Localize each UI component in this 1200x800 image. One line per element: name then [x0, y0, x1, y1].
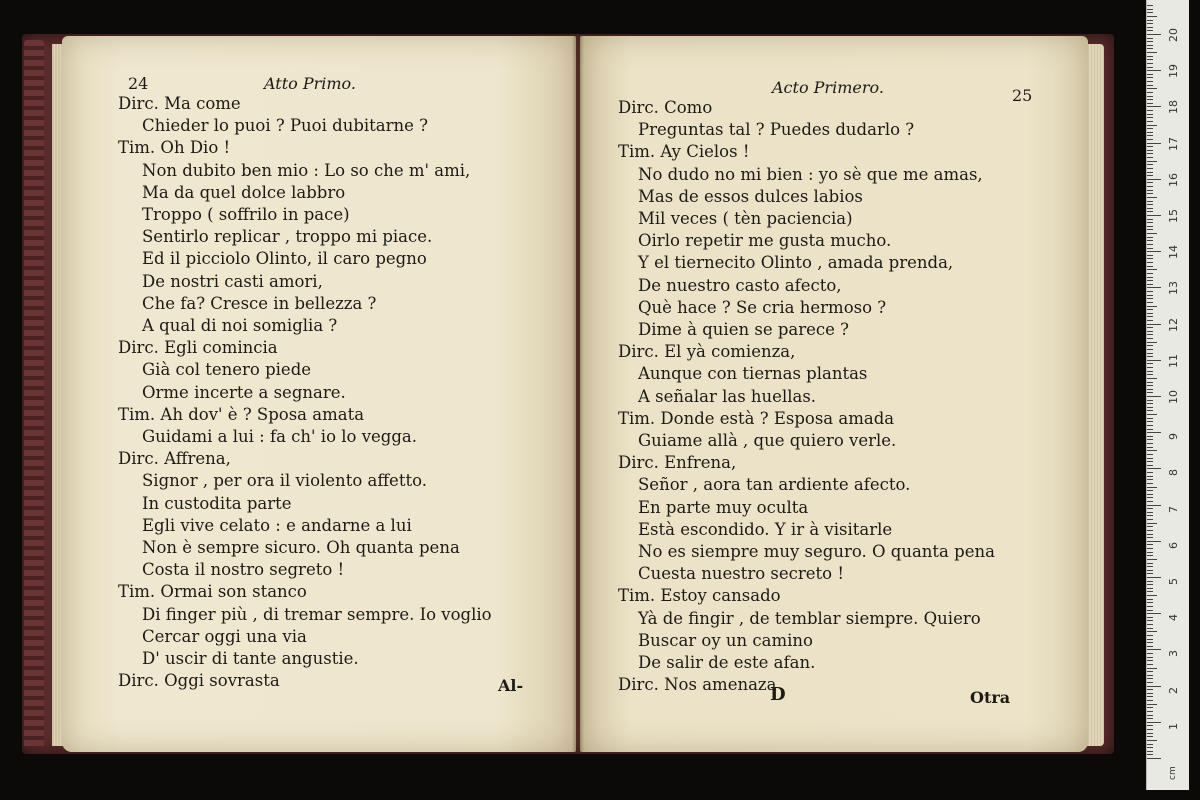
ruler-tick	[1147, 273, 1153, 274]
ruler-tick	[1147, 407, 1153, 408]
text-line: Signor , per ora il violento affetto.	[142, 471, 427, 491]
ruler-tick	[1147, 432, 1161, 433]
text-line: Mas de essos dulces labios	[638, 186, 863, 206]
ruler-number: 16	[1167, 172, 1180, 187]
ruler-tick	[1147, 555, 1153, 556]
ruler-tick	[1147, 537, 1153, 538]
measuring-ruler	[1146, 0, 1189, 790]
ruler-number: 15	[1167, 209, 1180, 223]
page-number: 25	[1012, 86, 1033, 105]
ruler-tick	[1147, 172, 1153, 173]
text-line: Està escondido. Y ir à visitarle	[638, 519, 893, 539]
text-line: Oirlo repetir me gusta mucho.	[638, 231, 892, 251]
ruler-number: 3	[1167, 650, 1180, 658]
ruler-tick	[1147, 106, 1161, 107]
ruler-tick	[1147, 628, 1153, 629]
running-head: Acto Primero.	[772, 78, 884, 97]
page-number: 24	[128, 74, 149, 93]
ruler-tick	[1147, 454, 1153, 455]
text-line: Dime à quien se parece ?	[638, 320, 849, 339]
text-line: De nuestro casto afecto,	[638, 275, 842, 295]
ruler-tick	[1147, 150, 1153, 151]
ruler-tick	[1147, 132, 1153, 133]
ruler-tick	[1147, 382, 1153, 383]
ruler-tick	[1147, 729, 1153, 730]
text-line: Ed il picciolo Olinto, il caro pegno	[142, 249, 427, 269]
ruler-tick	[1147, 570, 1153, 571]
text-line: Dirc. Affrena,	[118, 449, 231, 469]
book-gutter	[572, 36, 584, 752]
ruler-tick	[1147, 229, 1153, 230]
ruler-tick	[1147, 392, 1153, 393]
catchword: Otra	[970, 688, 1011, 707]
text-line: Non dubito ben mio : Lo so che m' ami,	[142, 160, 471, 180]
ruler-tick	[1147, 483, 1153, 484]
ruler-tick	[1147, 30, 1153, 31]
text-line: Guiame allà , que quiero verle.	[638, 431, 897, 450]
ruler-tick	[1147, 331, 1153, 332]
ruler-tick	[1147, 436, 1153, 437]
ruler-tick	[1147, 668, 1157, 669]
ruler-tick	[1147, 157, 1153, 158]
ruler-tick	[1147, 164, 1153, 165]
ruler-tick	[1147, 27, 1153, 28]
ruler-tick	[1147, 110, 1153, 111]
ruler-number: 19	[1167, 64, 1180, 79]
ruler-tick	[1147, 443, 1153, 444]
ruler-tick	[1147, 725, 1153, 726]
signature-mark: D	[770, 684, 786, 705]
ruler-tick	[1147, 316, 1153, 317]
ruler-tick	[1147, 280, 1153, 281]
text-line: No es siempre muy seguro. O quanta pena	[638, 542, 995, 561]
text-line: Señor , aora tan ardiente afecto.	[638, 475, 911, 495]
ruler-tick	[1147, 588, 1153, 589]
ruler-tick	[1147, 342, 1157, 343]
ruler-tick	[1147, 208, 1153, 209]
ruler-tick	[1147, 548, 1153, 549]
ruler-tick	[1147, 240, 1153, 241]
ruler-tick	[1147, 99, 1153, 100]
ruler-tick	[1147, 360, 1161, 361]
text-line: Tim. Ormai son stanco	[118, 582, 307, 602]
ruler-tick	[1147, 733, 1153, 734]
ruler-tick	[1147, 429, 1153, 430]
ruler-tick	[1147, 505, 1161, 506]
ruler-tick	[1147, 313, 1153, 314]
ruler-tick	[1147, 617, 1153, 618]
ruler-tick	[1147, 92, 1153, 93]
ruler-tick	[1147, 67, 1153, 68]
ruler-tick	[1147, 96, 1153, 97]
text-line: Dirc. El yà comienza,	[618, 342, 796, 362]
ruler-tick	[1147, 515, 1153, 516]
ruler-tick	[1147, 519, 1153, 520]
ruler-tick	[1147, 204, 1153, 205]
text-line: Cercar oggi una via	[142, 626, 307, 646]
ruler-tick	[1147, 244, 1153, 245]
ruler-tick	[1147, 16, 1157, 17]
ruler-tick	[1147, 421, 1153, 422]
ruler-tick	[1147, 153, 1153, 154]
right-page-text	[580, 36, 1088, 752]
ruler-tick	[1147, 291, 1153, 292]
ruler-tick	[1147, 403, 1153, 404]
ruler-tick	[1147, 664, 1153, 665]
ruler-number: 9	[1167, 433, 1180, 441]
ruler-tick	[1147, 215, 1161, 216]
text-line: Y el tiernecito Olinto , amada prenda,	[638, 253, 954, 273]
ruler-tick	[1147, 682, 1153, 683]
ruler-tick	[1147, 508, 1153, 509]
text-line: A señalar las huellas.	[638, 386, 817, 406]
text-line: De nostri casti amori,	[142, 271, 323, 291]
text-line: Aunque con tiernas plantas	[638, 364, 868, 384]
ruler-number: 8	[1167, 469, 1180, 477]
text-line: A qual di noi somiglia ?	[142, 316, 338, 335]
ruler-tick	[1147, 12, 1153, 13]
ruler-tick	[1147, 146, 1153, 147]
ruler-number: 20	[1167, 28, 1180, 42]
ruler-tick	[1147, 48, 1153, 49]
ruler-tick	[1147, 736, 1153, 737]
ruler-tick	[1147, 309, 1153, 310]
ruler-tick	[1147, 512, 1153, 513]
ruler-tick	[1147, 501, 1153, 502]
ruler-tick	[1147, 563, 1153, 564]
text-line: Guidami a lui : fa ch' io lo vegga.	[142, 427, 418, 446]
ruler-tick	[1147, 740, 1157, 741]
ruler-tick	[1147, 135, 1153, 136]
ruler-tick	[1147, 468, 1161, 469]
text-line: Troppo ( soffrilo in pace)	[142, 205, 350, 224]
ruler-tick	[1147, 389, 1153, 390]
ruler-tick	[1147, 689, 1153, 690]
ruler-tick	[1147, 222, 1153, 223]
ruler-tick	[1147, 693, 1153, 694]
ruler-tick	[1147, 541, 1161, 542]
ruler-tick	[1147, 219, 1153, 220]
ruler-tick	[1147, 378, 1157, 379]
ruler-tick	[1147, 490, 1153, 491]
ruler-tick	[1147, 696, 1153, 697]
ruler-tick	[1147, 472, 1153, 473]
text-line: De salir de este afan.	[638, 653, 816, 672]
text-line: Yà de fingir , de temblar siempre. Quiero	[638, 608, 981, 628]
ruler-number: 14	[1167, 245, 1180, 260]
ruler-number: 4	[1167, 614, 1180, 622]
ruler-tick	[1147, 439, 1153, 440]
ruler-tick	[1147, 59, 1153, 60]
ruler-tick	[1147, 74, 1153, 75]
ruler-tick	[1147, 161, 1157, 162]
ruler-tick	[1147, 530, 1153, 531]
text-line: Tim. Ah dov' è ? Sposa amata	[118, 404, 365, 424]
ruler-tick	[1147, 20, 1153, 21]
ruler-tick	[1147, 751, 1153, 752]
ruler-tick	[1147, 248, 1153, 249]
ruler-tick	[1147, 353, 1153, 354]
ruler-tick	[1147, 552, 1153, 553]
text-line: Egli vive celato : e andarne a lui	[142, 515, 412, 535]
ruler-tick	[1147, 660, 1153, 661]
text-line: Mil veces ( tèn paciencia)	[638, 209, 853, 228]
ruler-tick	[1147, 722, 1161, 723]
ruler-tick	[1147, 269, 1157, 270]
right-page-stack	[1086, 44, 1104, 746]
ruler-tick	[1147, 447, 1153, 448]
running-head: Atto Primo.	[264, 74, 356, 93]
ruler-tick	[1147, 103, 1153, 104]
ruler-tick	[1147, 233, 1157, 234]
ruler-tick	[1147, 497, 1153, 498]
ruler-tick	[1147, 476, 1153, 477]
text-line: Dirc. Egli comincia	[118, 338, 278, 358]
ruler-tick	[1147, 41, 1153, 42]
text-line: Orme incerte a segnare.	[142, 382, 346, 402]
ruler-tick	[1147, 128, 1153, 129]
ruler-tick	[1147, 671, 1153, 672]
ruler-tick	[1147, 649, 1161, 650]
ruler-tick	[1147, 125, 1157, 126]
ruler-tick	[1147, 179, 1161, 180]
ruler-number: 7	[1167, 505, 1180, 513]
ruler-tick	[1147, 385, 1153, 386]
ruler-tick	[1147, 653, 1153, 654]
ruler-tick	[1147, 646, 1153, 647]
ruler-number: 6	[1167, 541, 1180, 549]
text-line: No dudo no mi bien : yo sè que me amas,	[638, 164, 983, 184]
ruler-tick	[1147, 581, 1153, 582]
text-line: Tim. Donde està ? Esposa amada	[618, 408, 895, 428]
ruler-tick	[1147, 262, 1153, 263]
ruler-number: 5	[1167, 578, 1180, 585]
ruler-tick	[1147, 602, 1153, 603]
ruler-tick	[1147, 599, 1153, 600]
ruler-tick	[1147, 715, 1153, 716]
ruler-tick	[1147, 23, 1153, 24]
ruler-tick	[1147, 255, 1153, 256]
ruler-tick	[1147, 327, 1153, 328]
ruler-tick	[1147, 320, 1153, 321]
ruler-tick	[1147, 345, 1153, 346]
ruler-tick	[1147, 371, 1153, 372]
text-line: Dirc. Oggi sovrasta	[118, 671, 280, 691]
ruler-tick	[1147, 211, 1153, 212]
ruler-tick	[1147, 193, 1153, 194]
ruler-tick	[1147, 758, 1161, 759]
ruler-tick	[1147, 175, 1153, 176]
ruler-tick	[1147, 396, 1161, 397]
ruler-tick	[1147, 461, 1153, 462]
ruler-tick	[1147, 606, 1153, 607]
ruler-tick	[1147, 523, 1157, 524]
ruler-tick	[1147, 306, 1157, 307]
text-line: Dirc. Ma come	[118, 94, 241, 113]
ruler-tick	[1147, 639, 1153, 640]
ruler-number: 1	[1167, 722, 1180, 730]
ruler-tick	[1147, 544, 1153, 545]
ruler-tick	[1147, 38, 1153, 39]
ruler-tick	[1147, 190, 1153, 191]
ruler-tick	[1147, 657, 1153, 658]
ruler-tick	[1147, 591, 1153, 592]
book-spine-edge	[24, 40, 44, 748]
ruler-tick	[1147, 425, 1153, 426]
ruler-tick	[1147, 88, 1157, 89]
ruler-tick	[1147, 400, 1153, 401]
ruler-number: 11	[1167, 353, 1180, 368]
ruler-tick	[1147, 642, 1153, 643]
ruler-tick	[1147, 182, 1153, 183]
right-page	[580, 36, 1088, 752]
ruler-tick	[1147, 707, 1153, 708]
ruler-tick	[1147, 266, 1153, 267]
ruler-tick	[1147, 711, 1153, 712]
text-line: Tim. Estoy cansado	[618, 586, 781, 606]
ruler-tick	[1147, 81, 1153, 82]
ruler-tick	[1147, 718, 1153, 719]
ruler-tick	[1147, 418, 1153, 419]
ruler-tick	[1147, 610, 1153, 611]
text-line: Buscar oy un camino	[638, 630, 813, 650]
ruler-tick	[1147, 63, 1153, 64]
ruler-tick	[1147, 56, 1153, 57]
ruler-tick	[1147, 635, 1153, 636]
ruler-tick	[1147, 168, 1153, 169]
ruler-tick	[1147, 559, 1157, 560]
text-line: Dirc. Como	[618, 98, 713, 117]
ruler-tick	[1147, 334, 1153, 335]
ruler-number: 13	[1167, 281, 1180, 296]
left-page-text	[62, 36, 576, 752]
ruler-tick	[1147, 367, 1153, 368]
text-line: In custodita parte	[142, 493, 292, 513]
text-line: Ma da quel dolce labbro	[142, 182, 346, 202]
ruler-tick	[1147, 338, 1153, 339]
text-line: Cuesta nuestro secreto !	[638, 564, 844, 584]
text-line: Tim. Oh Dio !	[118, 138, 231, 158]
ruler-tick	[1147, 577, 1161, 578]
ruler-tick	[1147, 747, 1153, 748]
ruler-tick	[1147, 237, 1153, 238]
text-line: Che fa? Cresce in bellezza ?	[142, 293, 377, 313]
ruler-tick	[1147, 584, 1153, 585]
ruler-tick	[1147, 298, 1153, 299]
ruler-tick	[1147, 114, 1153, 115]
ruler-tick	[1147, 186, 1153, 187]
ruler-tick	[1147, 450, 1157, 451]
text-line: Di finger più , di tremar sempre. Io voglio	[142, 604, 492, 624]
ruler-tick	[1147, 201, 1153, 202]
ruler-number: 12	[1167, 317, 1180, 332]
ruler-tick	[1147, 52, 1157, 53]
ruler-tick	[1147, 458, 1153, 459]
ruler-tick	[1147, 197, 1157, 198]
ruler-tick	[1147, 631, 1157, 632]
ruler-tick	[1147, 534, 1153, 535]
ruler-tick	[1147, 302, 1153, 303]
ruler-tick	[1147, 295, 1153, 296]
ruler-tick	[1147, 9, 1153, 10]
ruler-tick	[1147, 414, 1157, 415]
ruler-tick	[1147, 356, 1153, 357]
ruler-tick	[1147, 487, 1157, 488]
ruler-tick	[1147, 620, 1153, 621]
ruler-tick	[1147, 117, 1153, 118]
ruler-tick	[1147, 277, 1153, 278]
ruler-tick	[1147, 349, 1153, 350]
left-page	[62, 36, 576, 752]
ruler-tick	[1147, 77, 1153, 78]
ruler-tick	[1147, 121, 1153, 122]
text-line: Què hace ? Se cria hermoso ?	[638, 297, 887, 317]
text-line: Dirc. Nos amenaza	[618, 675, 777, 695]
text-line: Già col tenero piede	[142, 360, 312, 380]
ruler-tick	[1147, 374, 1153, 375]
ruler-tick	[1147, 479, 1153, 480]
ruler-tick	[1147, 613, 1161, 614]
ruler-tick	[1147, 139, 1153, 140]
ruler-tick	[1147, 494, 1153, 495]
ruler-tick	[1147, 744, 1153, 745]
ruler-number: 18	[1167, 100, 1180, 115]
ruler-tick	[1147, 700, 1153, 701]
text-line: Costa il nostro segreto !	[142, 560, 345, 580]
text-line: D' uscir di tante angustie.	[142, 649, 359, 668]
ruler-tick	[1147, 226, 1153, 227]
ruler-tick	[1147, 624, 1153, 625]
text-line: En parte muy oculta	[638, 497, 809, 517]
ruler-tick	[1147, 410, 1153, 411]
text-line: Non è sempre sicuro. Oh quanta pena	[142, 538, 460, 557]
ruler-tick	[1147, 573, 1153, 574]
text-line: Preguntas tal ? Puedes dudarlo ?	[638, 120, 915, 140]
ruler-tick	[1147, 465, 1153, 466]
ruler-tick	[1147, 754, 1153, 755]
ruler-tick	[1147, 287, 1161, 288]
ruler-tick	[1147, 324, 1161, 325]
ruler-tick	[1147, 143, 1161, 144]
ruler-tick	[1147, 5, 1153, 6]
ruler-tick	[1147, 70, 1161, 71]
ruler-tick	[1147, 704, 1157, 705]
ruler-tick	[1147, 566, 1153, 567]
ruler-number: 2	[1167, 686, 1180, 694]
ruler-tick	[1147, 34, 1161, 35]
ruler-number: 10	[1167, 390, 1180, 404]
ruler-tick	[1147, 675, 1153, 676]
ruler-tick	[1147, 45, 1153, 46]
ruler-tick	[1147, 258, 1153, 259]
ruler-tick	[1147, 686, 1161, 687]
ruler-tick	[1147, 284, 1153, 285]
ruler-tick	[1147, 678, 1153, 679]
ruler-tick	[1147, 251, 1161, 252]
ruler-unit-label: cm	[1168, 766, 1178, 780]
ruler-tick	[1147, 85, 1153, 86]
ruler-tick	[1147, 526, 1153, 527]
catchword: Al-	[498, 676, 524, 695]
text-line: Tim. Ay Cielos !	[618, 142, 750, 162]
ruler-number: 17	[1167, 136, 1180, 151]
text-line: Chieder lo puoi ? Puoi dubitarne ?	[142, 116, 428, 136]
ruler-tick	[1147, 363, 1153, 364]
text-line: Dirc. Enfrena,	[618, 453, 737, 473]
ruler-tick	[1147, 595, 1157, 596]
text-line: Sentirlo replicar , troppo mi piace.	[142, 227, 433, 247]
